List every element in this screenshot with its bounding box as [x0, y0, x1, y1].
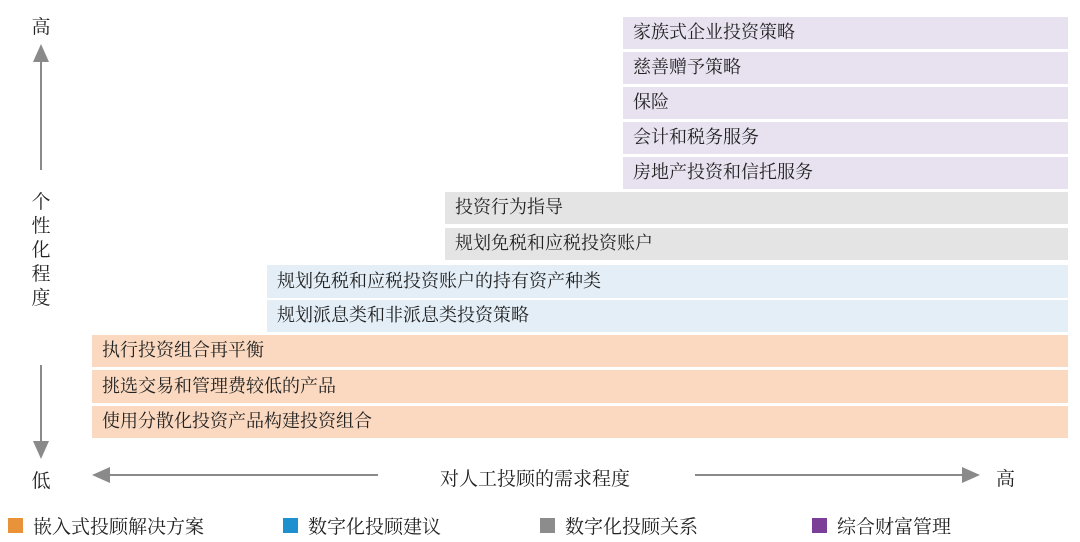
tier-relationship-item-1: 投资行为指导 [445, 192, 1068, 224]
y-axis-title: 个性化程度 [31, 191, 51, 309]
x-axis-high-label: 高 [996, 468, 1016, 490]
y-axis-low-label: 低 [31, 470, 51, 492]
tier-wealth-item-1: 家族式企业投资策略 [623, 17, 1068, 49]
legend-label-embedded: 嵌入式投顾解决方案 [33, 516, 205, 538]
legend-label-relationship: 数字化投顾关系 [565, 516, 699, 538]
legend-item-embedded [8, 512, 204, 539]
tier-wealth-item-2: 慈善赠予策略 [623, 52, 1068, 84]
y-axis-lower-line [40, 365, 42, 445]
tier-advice-item-1: 规划免税和应税投资账户的持有资产种类 [267, 265, 1068, 298]
legend-label-advice: 数字化投顾建议 [308, 516, 442, 538]
legend-label-wealth: 综合财富管理 [837, 516, 952, 538]
x-axis-left-line [108, 474, 378, 476]
legend-swatch-advice [283, 518, 298, 533]
legend-item-advice [283, 512, 441, 539]
tier-wealth-item-5: 房地产投资和信托服务 [623, 157, 1068, 189]
x-axis-right-line [695, 474, 965, 476]
legend-swatch-relationship [540, 518, 555, 533]
legend-item-relationship [540, 512, 698, 539]
legend-swatch-wealth [812, 518, 827, 533]
tier-relationship-item-2: 规划免税和应税投资账户 [445, 228, 1068, 260]
tier-advice-item-2: 规划派息类和非派息类投资策略 [267, 300, 1068, 332]
x-axis-title: 对人工投顾的需求程度 [439, 468, 630, 490]
tier-embedded-item-3: 使用分散化投资产品构建投资组合 [92, 406, 1068, 438]
tier-wealth-item-3: 保险 [623, 87, 1068, 119]
x-axis-right-arrow-icon [962, 467, 980, 483]
y-axis-high-label: 高 [31, 16, 51, 38]
tier-embedded-item-2: 挑选交易和管理费较低的产品 [92, 370, 1068, 403]
legend [0, 512, 1080, 536]
y-axis-upper-line [40, 60, 42, 170]
tier-wealth-item-4: 会计和税务服务 [623, 122, 1068, 154]
tier-embedded-item-1: 执行投资组合再平衡 [92, 335, 1068, 367]
legend-item-wealth [812, 512, 951, 539]
legend-swatch-embedded [8, 518, 23, 533]
y-axis-down-arrow-icon [33, 441, 49, 459]
